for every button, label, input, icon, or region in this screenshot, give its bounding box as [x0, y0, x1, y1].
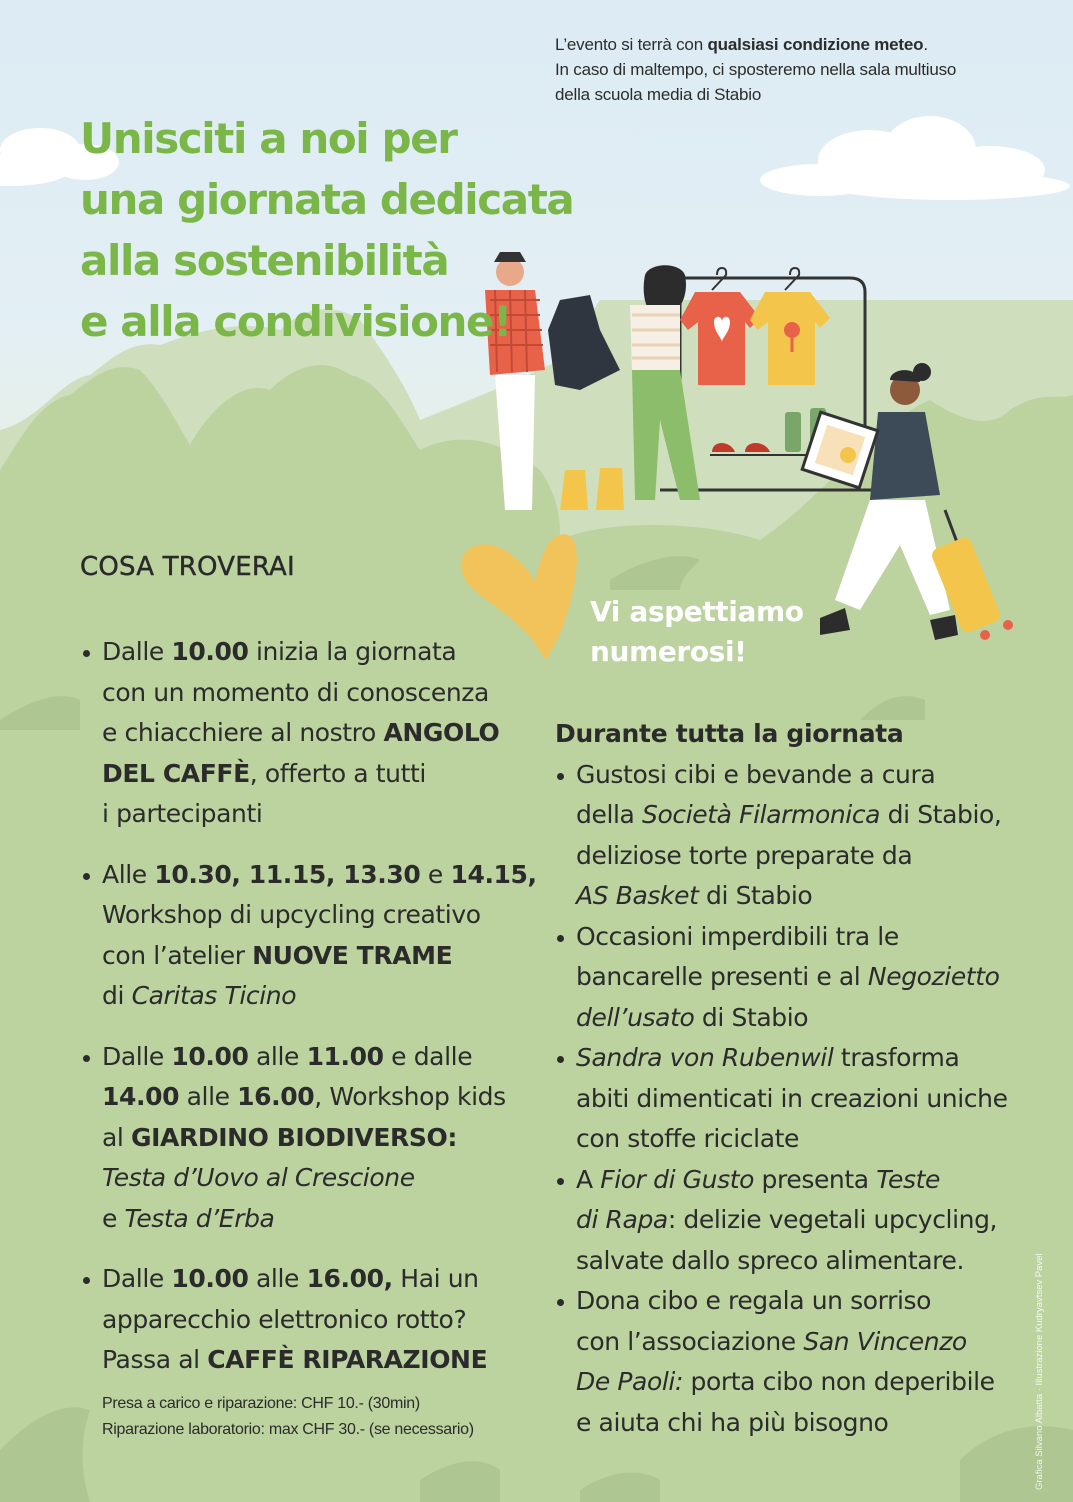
- weather-line-2: In caso di maltempo, ci sposteremo nella sala multiuso: [555, 60, 957, 79]
- program-item-upcycling-workshop: Alle 10.30, 11.15, 13.30 e 14.15, Workshop di upcycling creativo con l’atelier NUOVE TRAME di Caritas Ticino: [80, 855, 530, 1017]
- all-day-item-food-upcycling: A Fior di Gusto presenta Teste di Rapa: delizie vegetali upcycling, salvate dallo spreco alimentare.: [555, 1160, 1025, 1282]
- program-item-repair-cafe: Dalle 10.00 alle 16.00, Hai un apparecchio elettronico rotto? Passa al CAFFÈ RIPARAZIONE Presa a carico e riparazione: CHF 10.- (30min) Riparazione laboratorio: max CHF 30.- (se necessario): [80, 1259, 530, 1443]
- all-day-list: [555, 714, 1025, 1443]
- program-list: [80, 632, 537, 1463]
- repair-price-2: Riparazione laboratorio: max CHF 30.- (se necessario): [102, 1420, 474, 1438]
- all-day-item-donation: Dona cibo e regala un sorriso con l’associazione San Vincenzo De Paoli: porta cibo non deperibile e aiuta chi ha più bisogno: [555, 1281, 1025, 1443]
- headline-line-3: alla sostenibilità: [80, 236, 449, 285]
- headline-line-4: e alla condivisione!: [80, 297, 511, 346]
- repair-price-1: Presa a carico e riparazione: CHF 10.- (30min): [102, 1394, 420, 1412]
- headline: [80, 108, 574, 352]
- program-item-kids-workshop: Dalle 10.00 alle 11.00 e dalle 14.00 alle 16.00, Workshop kids al GIARDINO BIODIVERSO: Testa d’Uovo al Crescione e Testa d’Erba: [80, 1037, 530, 1240]
- all-day-title: Durante tutta la giornata: [555, 719, 904, 748]
- all-day-item-food: Gustosi cibi e bevande a cura della Società Filarmonica di Stabio, deliziose torte preparate da AS Basket di Stabio: [555, 755, 1025, 917]
- headline-line-1: Unisciti a noi per: [80, 114, 457, 163]
- all-day-item-fashion: Sandra von Rubenwil trasforma abiti dimenticati in creazioni uniche con stoffe riciclate: [555, 1038, 1025, 1160]
- section-title: COSA TROVERAI: [80, 552, 295, 582]
- weather-line-3: della scuola media di Stabio: [555, 85, 762, 104]
- credit-text: Grafica Silvano Albatta · Illustrazione Kudryavtsev Pavel: [1034, 1253, 1045, 1490]
- weather-note: [555, 32, 1025, 107]
- headline-line-2: una giornata dedicata: [80, 175, 574, 224]
- program-item-welcome: Dalle 10.00 inizia la giornata con un momento di conoscenza e chiacchiere al nostro ANGOLO DEL CAFFÈ, offerto a tutti i partecipanti: [80, 632, 530, 835]
- weather-line-1: L’evento si terrà con qualsiasi condizione meteo.: [555, 35, 928, 54]
- all-day-item-stalls: Occasioni imperdibili tra le bancarelle presenti e al Negozietto dell’usato di Stabio: [555, 917, 1025, 1039]
- invite-text: Vi aspettiamo numerosi!: [590, 595, 804, 668]
